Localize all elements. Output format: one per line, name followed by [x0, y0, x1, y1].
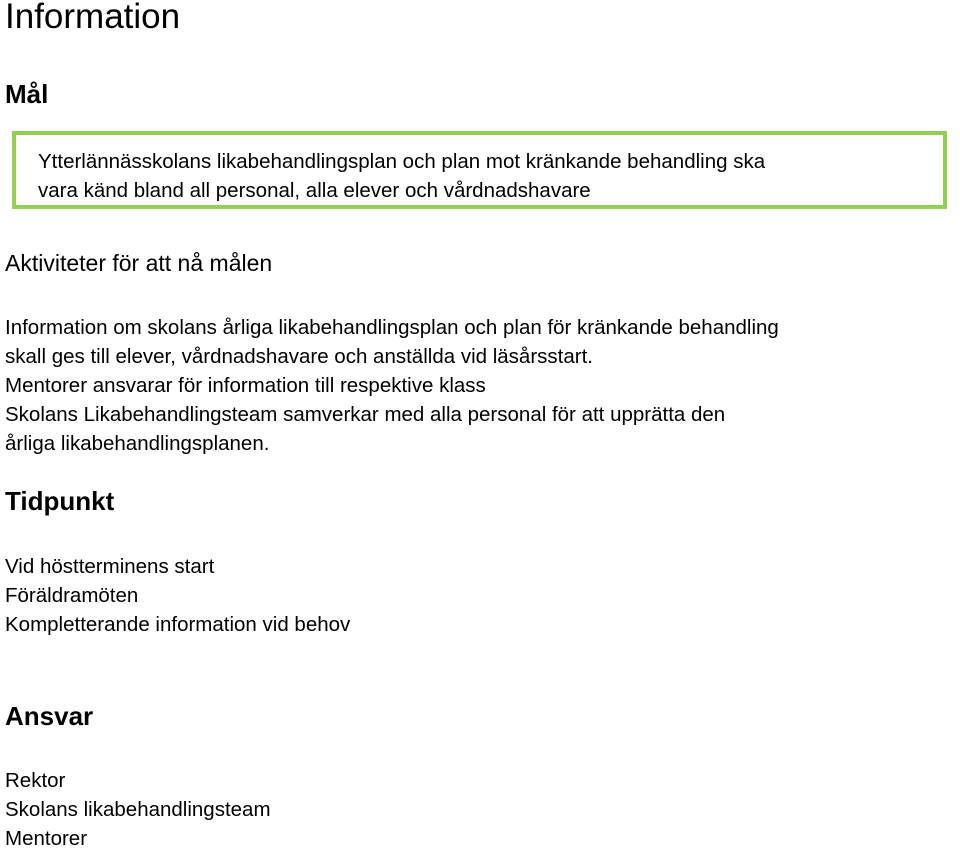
timing-line: Kompletterande information vid behov	[5, 613, 351, 636]
activities-line: Skolans Likabehandlingsteam samverkar med alla personal för att upprätta den	[5, 403, 726, 426]
responsibility-line: Rektor	[5, 769, 66, 792]
timing-line: Föräldramöten	[5, 584, 139, 607]
timing-text	[5, 552, 350, 639]
goal-text	[38, 147, 765, 205]
goal-line: Ytterlännässkolans likabehandlingsplan och plan mot kränkande behandling ska	[38, 150, 766, 173]
timing-heading: Tidpunkt	[5, 486, 115, 516]
activities-line: Mentorer ansvarar för information till respektive klass	[5, 374, 486, 397]
responsibility-heading: Ansvar	[5, 701, 94, 731]
responsibility-line: Skolans likabehandlingsteam	[5, 798, 271, 821]
responsibility-line: Mentorer	[5, 827, 88, 850]
activities-heading: Aktiviteter för att nå målen	[5, 250, 273, 276]
activities-line: skall ges till elever, vårdnadshavare och anställda vid läsårsstart.	[5, 345, 593, 368]
timing-line: Vid höstterminens start	[5, 555, 215, 578]
responsibility-text	[5, 766, 271, 853]
goal-box	[12, 131, 947, 209]
page-title: Information	[5, 0, 181, 36]
activities-line: årliga likabehandlingsplanen.	[5, 432, 270, 455]
goal-line: vara känd bland all personal, alla elever och vårdnadshavare	[38, 179, 591, 202]
activities-line: Information om skolans årliga likabehandlingsplan och plan för kränkande behandling	[5, 316, 779, 339]
goal-heading: Mål	[5, 79, 49, 109]
activities-text	[5, 313, 779, 458]
